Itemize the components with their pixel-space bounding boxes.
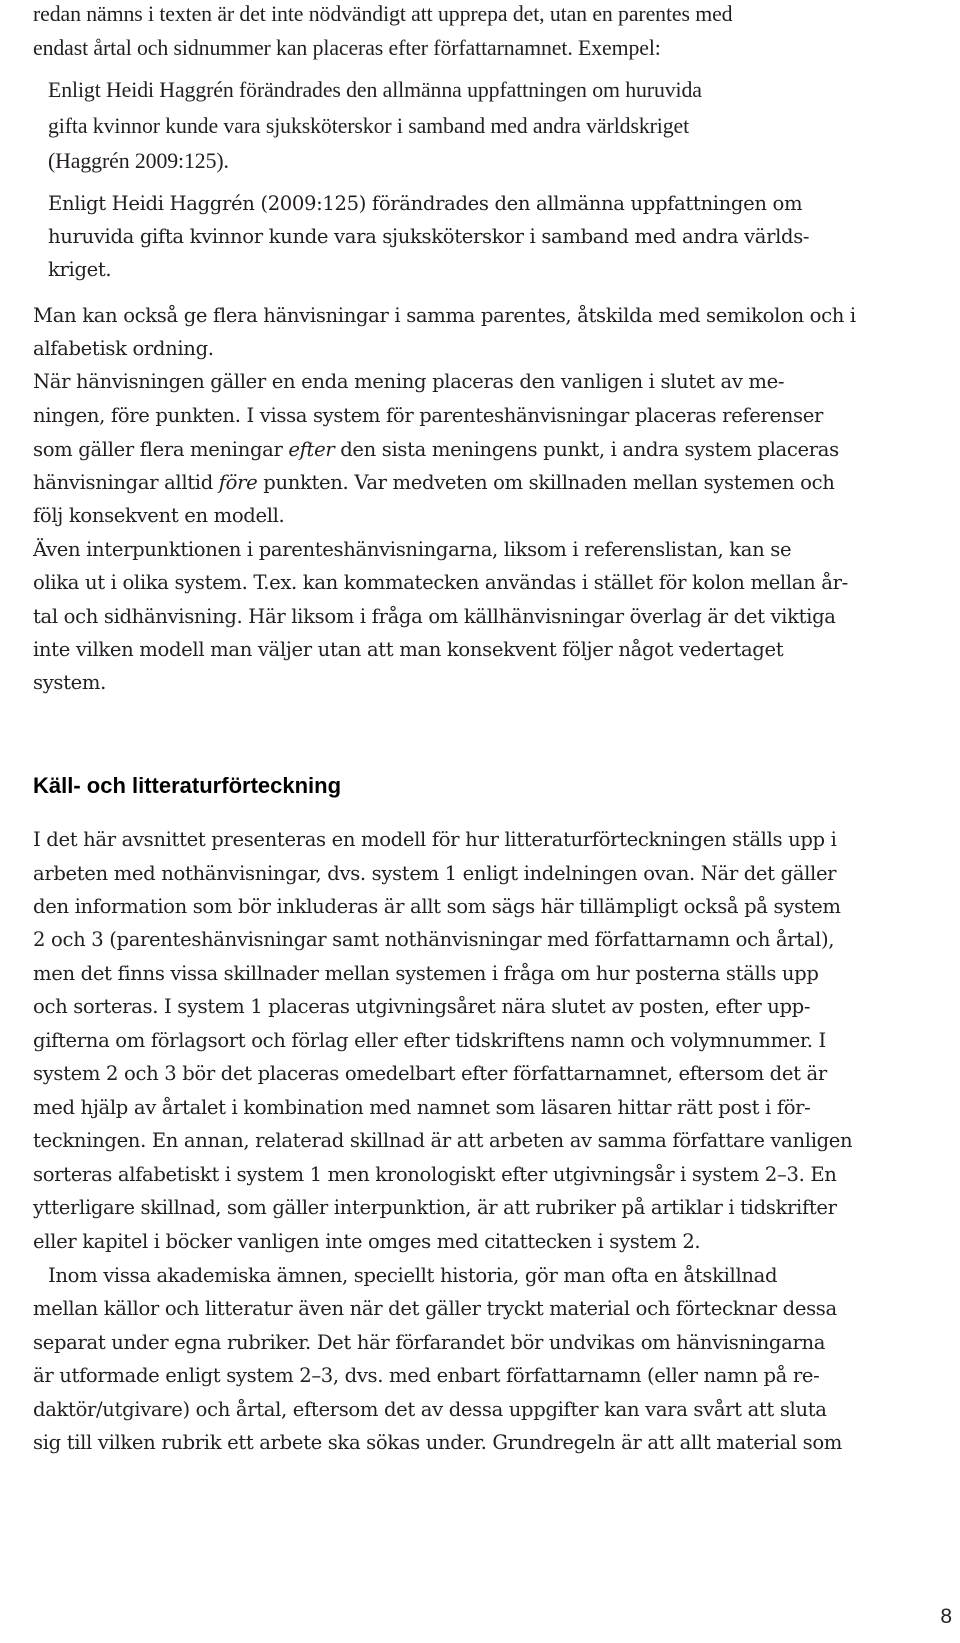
paragraph-line: den information som bör inkluderas är allt som sägs här tillämpligt också på system (33, 895, 841, 918)
paragraph-line: daktör/utgivare) och årtal, eftersom det av dessa uppgifter kan vara svårt att sluta (33, 1398, 827, 1421)
intro-line: endast årtal och sidnummer kan placeras efter författarnamnet. Exempel: (33, 36, 661, 60)
paragraph-line: med hjälp av årtalet i kombination med namnet som läsaren hittar rätt post i för- (33, 1096, 811, 1119)
paragraph-line: ytterligare skillnad, som gäller interpunktion, är att rubriker på artiklar i tidskrifter (33, 1196, 837, 1219)
paragraph-line: separat under egna rubriker. Det här förfarandet bör undvikas om hänvisningarna (33, 1331, 826, 1354)
paragraph-line: 2 och 3 (parenteshänvisningar samt nothänvisningar med författarnamn och årtal), (33, 928, 835, 951)
intro-line: redan nämns i texten är det inte nödvändigt att upprepa det, utan en parentes med (33, 2, 733, 26)
paragraph-line (33, 440, 839, 460)
paragraph-line: sorteras alfabetiskt i system 1 men kronologiskt efter utgivningsår i system 2–3. En (33, 1163, 837, 1186)
paragraph-line: gifterna om förlagsort och förlag eller efter tidskriftens namn och volymnummer. I (33, 1029, 826, 1052)
paragraph-line (33, 473, 834, 493)
paragraph-line: ningen, före punkten. I vissa system för parenteshänvisningar placeras referenser (33, 404, 823, 427)
text-run: hänvisningar alltid (33, 471, 219, 494)
paragraph-line: arbeten med nothänvisningar, dvs. system 1 enligt indelningen ovan. När det gäller (33, 862, 837, 885)
section-heading: Käll- och litteraturförteckning (33, 773, 342, 798)
paragraph-line: eller kapitel i böcker vanligen inte omges med citattecken i system 2. (33, 1230, 701, 1253)
paragraph-line: men det finns vissa skillnader mellan systemen i fråga om hur posterna ställs upp (33, 962, 819, 985)
text-run: den sista meningens punkt, i andra system placeras (334, 438, 839, 461)
page-number: 8 (940, 1605, 952, 1628)
text-run: som gäller flera meningar (33, 438, 289, 461)
paragraph-line: Inom vissa akademiska ämnen, speciellt historia, gör man ofta en åtskillnad (48, 1264, 778, 1287)
paragraph-line: är utformade enligt system 2–3, dvs. med enbart författarnamn (eller namn på re- (33, 1364, 820, 1387)
paragraph-line: mellan källor och litteratur även när det gäller tryckt material och förtecknar dessa (33, 1297, 837, 1320)
example-line: (Haggrén 2009:125). (48, 149, 229, 173)
paragraph-line: teckningen. En annan, relaterad skillnad är att arbeten av samma författare vanligen (33, 1129, 853, 1152)
example-line: Enligt Heidi Haggrén (2009:125) förändrades den allmänna uppfattningen om (48, 192, 803, 215)
paragraph-line (33, 372, 926, 392)
paragraph-line: följ konsekvent en modell. (33, 504, 285, 527)
paragraph-line: I det här avsnittet presenteras en modell för hur litteraturförteckningen ställs upp i (33, 828, 837, 851)
paragraph-text: När hänvisningen gäller en enda mening placeras den vanligen i slutet av me- (33, 370, 785, 393)
text-run: punkten. Var medveten om skillnaden mellan systemen och (257, 471, 835, 494)
example-line: huruvida gifta kvinnor kunde vara sjuksköterskor i samband med andra världs- (48, 225, 810, 248)
paragraph-line: Man kan också ge flera hänvisningar i samma parentes, åtskilda med semikolon och i (33, 304, 856, 327)
paragraph-line: sig till vilken rubrik ett arbete ska sökas under. Grundregeln är att allt material som (33, 1431, 842, 1454)
paragraph-line: och sorteras. I system 1 placeras utgivningsåret nära slutet av posten, efter upp- (33, 995, 811, 1018)
paragraph-line: inte vilken modell man väljer utan att man konsekvent följer något vedertaget (33, 638, 784, 661)
example-line: gifta kvinnor kunde vara sjuksköterskor i samband med andra världskriget (48, 114, 690, 138)
paragraph-line: alfabetisk ordning. (33, 337, 214, 360)
emphasis-text: före (218, 471, 258, 494)
example-line: Enligt Heidi Haggrén förändrades den allmänna uppfattningen om huruvida (48, 78, 702, 102)
paragraph-line: system 2 och 3 bör det placeras omedelbart efter författarnamnet, eftersom det är (33, 1062, 827, 1085)
paragraph-line: tal och sidhänvisning. Här liksom i fråga om källhänvisningar överlag är det viktiga (33, 605, 836, 628)
paragraph-line: Även interpunktionen i parenteshänvisningarna, liksom i referenslistan, kan se (33, 538, 792, 561)
paragraph-line: system. (33, 671, 107, 694)
paragraph-line: olika ut i olika system. T.ex. kan kommatecken användas i stället för kolon mellan år- (33, 571, 848, 594)
example-line: kriget. (48, 258, 112, 281)
emphasis-text: efter (288, 438, 335, 461)
